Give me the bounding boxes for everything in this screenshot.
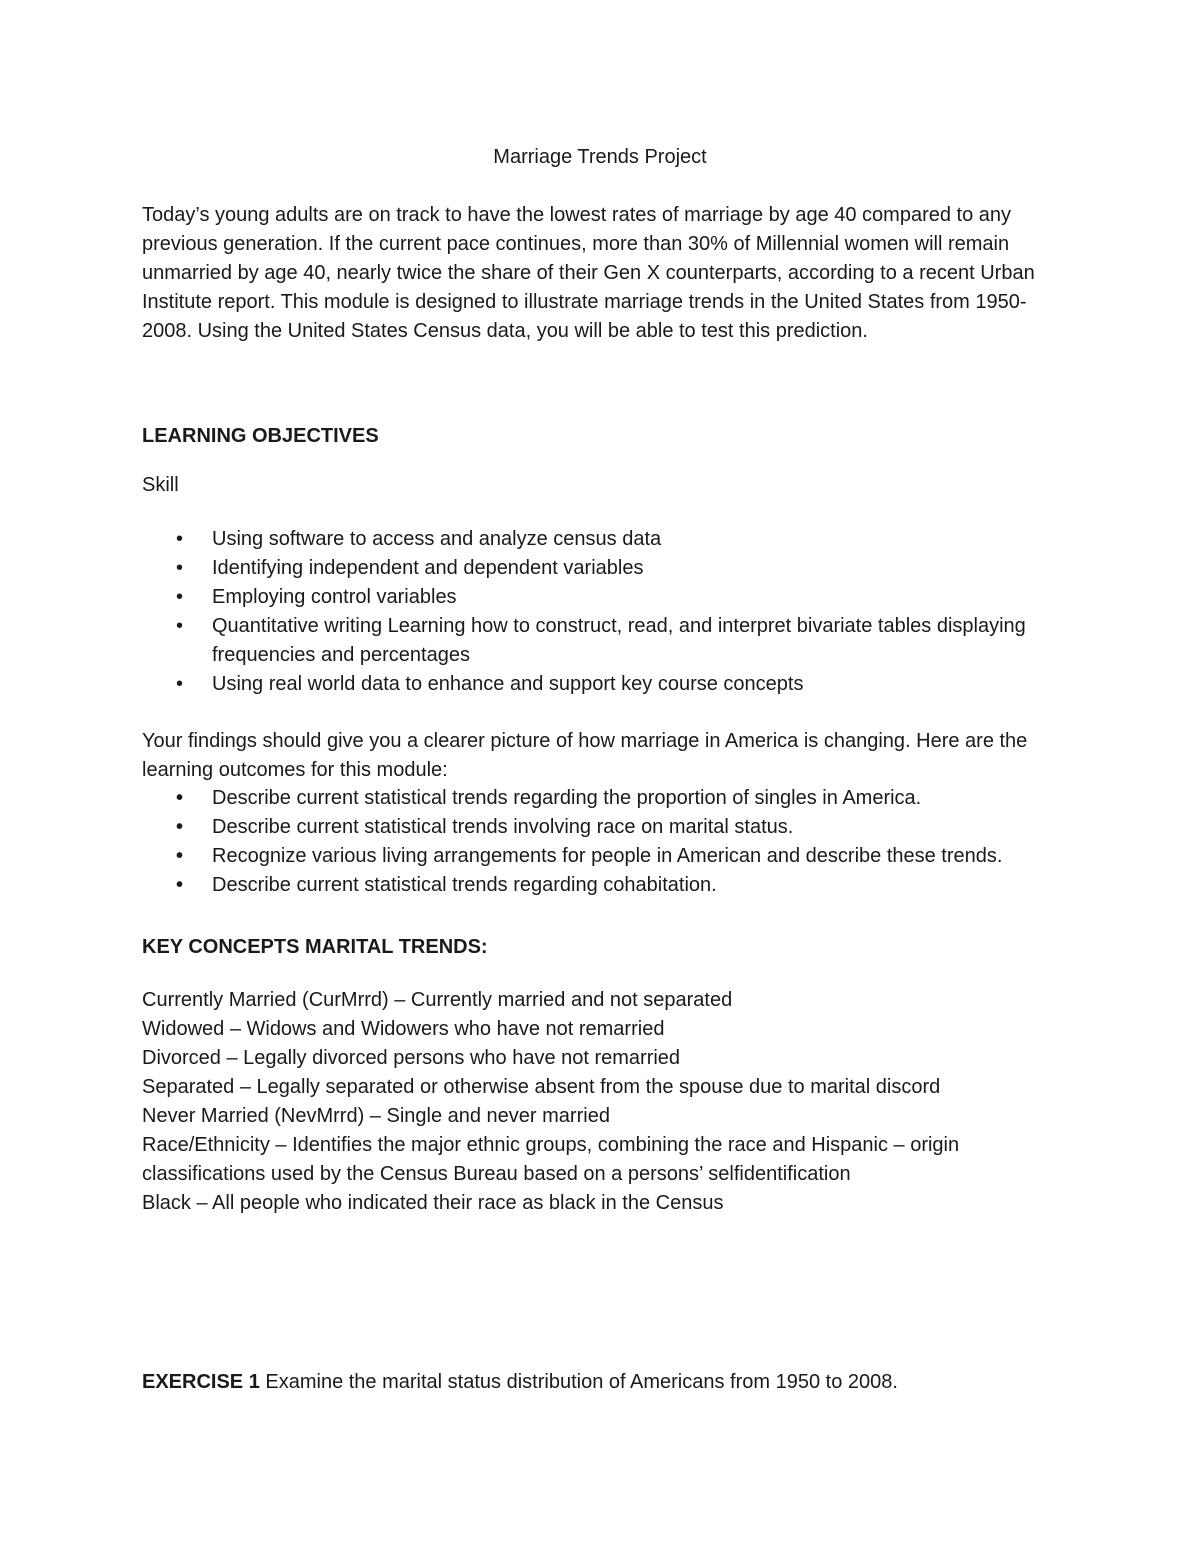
exercise-label: EXERCISE 1 (142, 1371, 260, 1393)
bullet-icon: • (176, 557, 184, 579)
outcomes-list (142, 784, 1072, 900)
concept-item: Divorced – Legally divorced persons who have not remarried (142, 1047, 681, 1069)
learning-objectives-heading: LEARNING OBJECTIVES (142, 425, 379, 447)
list-item (142, 612, 1072, 670)
intro-paragraph: Today’s young adults are on track to have the lowest rates of marriage by age 40 compared to any previous generation. If the current pace continues, more than 30% of Millennial women will remain unmarried by age 40, nearly twice the share of their Gen X counterparts, according to a recent Urban Institute report. This module is designed to illustrate marriage trends in the United States from 1950-2008. Using the United States Census data, you will be able to test this prediction. (142, 204, 1035, 342)
skill-label: Skill (142, 474, 179, 496)
bullet-icon: • (176, 528, 184, 550)
outcomes-intro-paragraph: Your findings should give you a clearer picture of how marriage in America is changing. Here are the learning outcomes for this module: (142, 730, 1028, 781)
bullet-icon: • (176, 787, 184, 809)
document-title: Marriage Trends Project (493, 146, 707, 168)
concept-item: Separated – Legally separated or otherwise absent from the spouse due to marital discord (142, 1076, 941, 1098)
bullet-icon: • (176, 874, 184, 896)
list-item (142, 813, 1072, 842)
bullet-icon: • (176, 586, 184, 608)
bullet-icon: • (176, 845, 184, 867)
key-concepts-list (142, 986, 1072, 1218)
concept-item: Race/Ethnicity – Identifies the major ethnic groups, combining the race and Hispanic – origin classifications used by the Census Bureau based on a persons’ selfidentification (142, 1134, 960, 1185)
list-item (142, 554, 1072, 583)
list-item (142, 871, 1072, 900)
concept-item: Never Married (NevMrrd) – Single and never married (142, 1105, 610, 1127)
list-item-text: Identifying independent and dependent variables (212, 557, 644, 579)
concept-item: Currently Married (CurMrrd) – Currently married and not separated (142, 989, 733, 1011)
list-item-text: Quantitative writing Learning how to construct, read, and interpret bivariate tables displaying frequencies and percentages (212, 615, 1026, 666)
skills-list (142, 525, 1072, 699)
list-item-text: Describe current statistical trends regarding cohabitation. (212, 874, 717, 896)
bullet-icon: • (176, 816, 184, 838)
list-item (142, 525, 1072, 554)
exercise-text: Examine the marital status distribution of Americans from 1950 to 2008. (259, 1371, 898, 1393)
key-concepts-heading: KEY CONCEPTS MARITAL TRENDS: (142, 936, 488, 958)
list-item-text: Using software to access and analyze census data (212, 528, 662, 550)
list-item (142, 842, 1072, 871)
list-item-text: Employing control variables (212, 586, 457, 608)
list-item-text: Describe current statistical trends involving race on marital status. (212, 816, 794, 838)
list-item (142, 670, 1072, 699)
list-item (142, 784, 1072, 813)
list-item-text: Describe current statistical trends regarding the proportion of singles in America. (212, 787, 922, 809)
bullet-icon: • (176, 615, 184, 637)
exercise-paragraph (142, 1368, 1072, 1397)
concept-item: Widowed – Widows and Widowers who have not remarried (142, 1018, 665, 1040)
bullet-icon: • (176, 673, 184, 695)
list-item-text: Using real world data to enhance and support key course concepts (212, 673, 804, 695)
concept-item: Black – All people who indicated their race as black in the Census (142, 1192, 724, 1214)
list-item (142, 583, 1072, 612)
list-item-text: Recognize various living arrangements for people in American and describe these trends. (212, 845, 1003, 867)
